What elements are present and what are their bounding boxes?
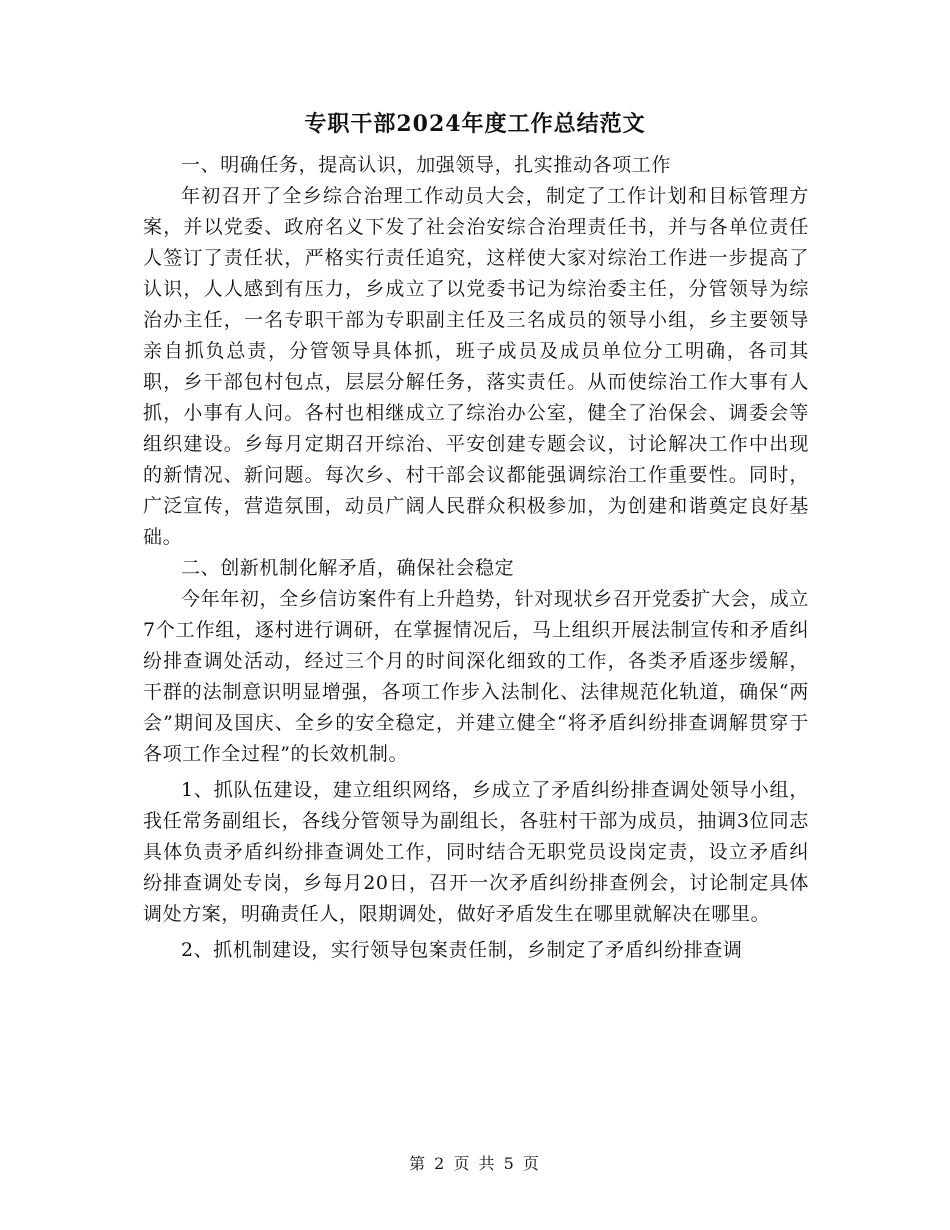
body-paragraph: 1、抓队伍建设，建立组织网络，乡成立了矛盾纠纷排查调处领导小组，我任常务副组长，各线分管领导为副组长，各驻村干部为成员，抽调3位同志具体负责矛盾纠纷排查调处工作，同时结合无职党员设岗定责，设立矛盾纠纷排查调处专岗，乡每月20日，召开一次矛盾纠纷排查例会，讨论制定具体调处方案，明确责任人，限期调处，做好矛盾发生在哪里就解决在哪里。 [143,779,809,925]
body-paragraph: 2、抓机制建设，实行领导包案责任制，乡制定了矛盾纠纷排查调 [181,939,743,961]
body-paragraph: 年初召开了全乡综合治理工作动员大会，制定了工作计划和目标管理方案，并以党委、政府名义下发了社会治安综合治理责任书，并与各单位责任人签订了责任状，严格实行责任追究，这样使大家对综治工作进一步提高了认识，人人感到有压力，乡成立了以党委书记为综治委主任，分管领导为综治办主任，一名专职干部为专职副主任及三名成员的领导小组，乡主要领导亲自抓负总责，分管领导具体抓，班子成员及成员单位分工明确，各司其职，乡干部包村包点，层层分解任务，落实责任。从而使综治工作大事有人抓，小事有人问。各村也相继成立了综治办公室，健全了治保会、调委会等组织建设。乡每月定期召开综治、平安创建专题会议，讨论解决工作中出现的新情况、新问题。每次乡、村干部会议都能强调综治工作重要性。同时，广泛宣传，营造氛围，动员广阔人民群众积极参加，为创建和谐奠定良好基础。 [143,185,809,548]
document-title: 专职干部2024年度工作总结范文 [304,111,646,137]
section-heading-2: 二、创新机制化解矛盾，确保社会稳定 [181,557,515,579]
page-number: 第 2 页 共 5 页 [409,1154,541,1173]
body-paragraph: 今年年初，全乡信访案件有上升趋势，针对现状乡召开党委扩大会，成立7个工作组，逐村进行调研，在掌握情况后，马上组织开展法制宣传和矛盾纠纷排查调处活动，经过三个月的时间深化细致的工作，各类矛盾逐步缓解，干群的法制意识明显增强，各项工作步入法制化、法律规范化轨道，确保“两会”期间及国庆、全乡的安全稳定，并建立健全“将矛盾纠纷排查调解贯穿于各项工作全过程”的长效机制。 [143,588,809,765]
section-heading-1: 一、明确任务，提高认识，加强领导，扎实推动各项工作 [181,154,672,176]
document-body [143,150,809,966]
